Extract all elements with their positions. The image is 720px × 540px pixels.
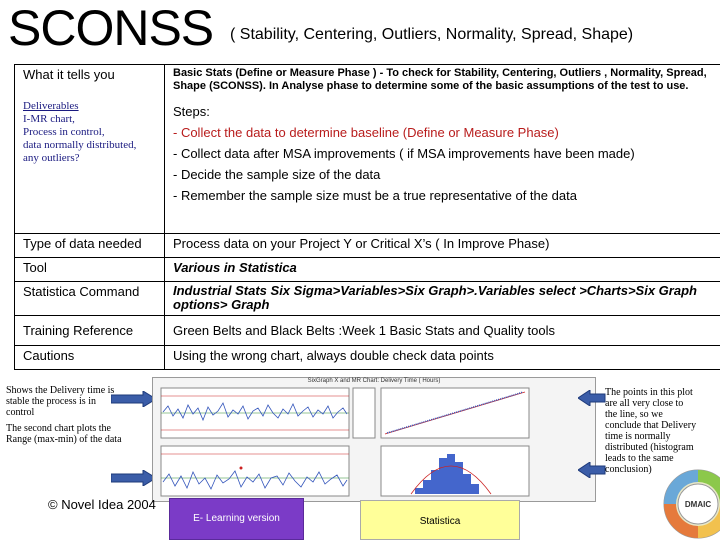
six-graph-chart bbox=[152, 377, 596, 502]
label-command: Statistica Command bbox=[15, 282, 165, 316]
step-item: - Remember the sample size must be a true representative of the data bbox=[173, 188, 577, 203]
elearning-button[interactable]: E- Learning version bbox=[169, 498, 304, 540]
value-type: Process data on your Project Y or Critical X’s ( In Improve Phase) bbox=[165, 234, 720, 258]
step-item: - Decide the sample size of the data bbox=[173, 167, 381, 182]
step-item: - Collect data after MSA improvements ( if MSA improvements have been made) bbox=[173, 146, 635, 161]
value-training: Green Belts and Black Belts :Week 1 Basic Stats and Quality tools bbox=[165, 316, 720, 346]
deliverable-item: any outliers? bbox=[23, 152, 80, 164]
value-cautions: Using the wrong chart, always double check data points bbox=[165, 346, 720, 370]
table-row-command bbox=[15, 282, 720, 316]
table-row-tool bbox=[15, 258, 720, 282]
table-row-cautions bbox=[15, 346, 720, 370]
table-row-what bbox=[15, 65, 720, 234]
label-tool: Tool bbox=[15, 258, 165, 282]
arrow-left-icon bbox=[578, 390, 606, 406]
page-title: SCONSS bbox=[8, 0, 214, 56]
note-range: The second chart plots the Range (max-min) of the data bbox=[6, 423, 122, 445]
info-table bbox=[14, 64, 720, 370]
dmaic-label: DMAIC bbox=[684, 500, 712, 509]
value-tool: Various in Statistica bbox=[165, 258, 720, 282]
step-item: - Collect the data to determine baseline (Define or Measure Phase) bbox=[173, 125, 559, 140]
statistica-button[interactable]: Statistica bbox=[360, 500, 520, 540]
arrow-right-icon bbox=[111, 391, 157, 407]
label-training: Training Reference bbox=[15, 316, 165, 346]
label-type: Type of data needed bbox=[15, 234, 165, 258]
table-row-type bbox=[15, 234, 720, 258]
basic-stats-heading: Basic Stats (Define or Measure Phase ) - To check for Stability, Centering, Outliers , Normality, Spread, Shape (SCONSS). In Analyse phase to determine some of the basic assumptions of the test to use. bbox=[173, 67, 707, 92]
deliverable-item: I-MR chart, bbox=[23, 113, 75, 125]
deliverable-item: data normally distributed, bbox=[23, 139, 137, 151]
label-cautions: Cautions bbox=[15, 346, 165, 370]
label-what-it-tells: What it tells you bbox=[23, 67, 115, 82]
note-normality: The points in this plot are all very close to the line, so we conclude that Delivery time is normally distributed (histogram leads to the same conclusion) bbox=[605, 387, 697, 475]
steps-list bbox=[173, 101, 712, 206]
note-stability: Shows the Delivery time is stable the process is in control bbox=[6, 385, 115, 418]
deliverables-list bbox=[23, 100, 156, 165]
value-command: Industrial Stats Six Sigma>Variables>Six Graph>.Variables select >Charts>Six Graph options> Graph bbox=[165, 282, 720, 316]
arrow-right-icon bbox=[111, 470, 157, 486]
dmaic-logo bbox=[660, 462, 720, 540]
deliverable-item: Deliverables bbox=[23, 100, 79, 112]
chart-title: SixGraph X and MR Chart: Delivery Time ( Hours) bbox=[307, 378, 441, 384]
arrow-left-icon bbox=[578, 462, 606, 478]
copyright: © Novel Idea 2004 bbox=[48, 497, 156, 512]
steps-label: Steps: bbox=[173, 104, 210, 119]
table-row-training bbox=[15, 316, 720, 346]
deliverable-item: Process in control, bbox=[23, 126, 105, 138]
page-subtitle: ( Stability, Centering, Outliers, Normality, Spread, Shape) bbox=[230, 26, 634, 43]
